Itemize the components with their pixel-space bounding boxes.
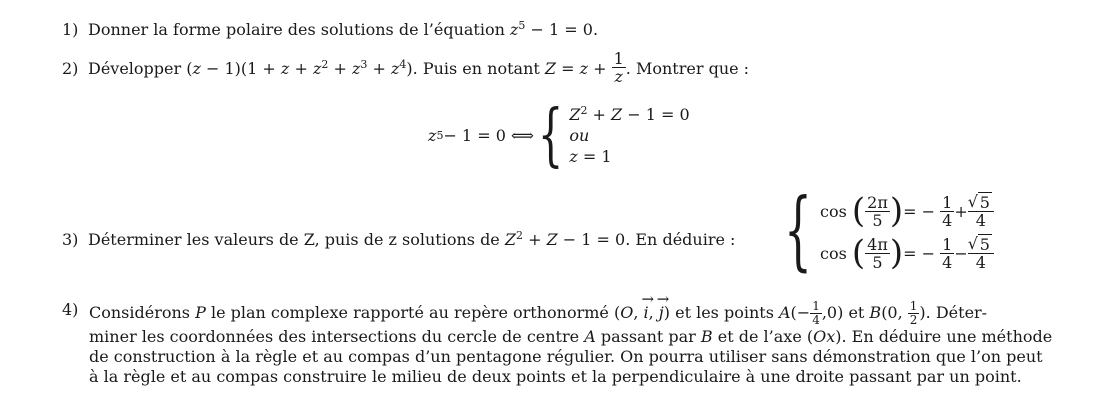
equivalence-system: z 5 − 1 = 0 ⟺ { $Z^2 + Z - 1 = 0$ ou z = 1 bbox=[428, 96, 690, 175]
question-4-text: Considérons P le plan complexe rapporté au repère orthonormé (O, → i, → j) et les points A(− $\frac{1}{4}$ ,0) et B(0, $\frac{1}{2}$ ). Déter- miner les coordonnées des intersections du cercle de centre A passant par B et de l’axe (Ox). En déduire une méthode de construction à la règle et au compas d’un pentagone régulier. On pourra utiliser sans démonstration que l’on peut à la règle et au compas construire le milieu de deux points et la perpendiculaire à une droite passant par un point. bbox=[89, 300, 1099, 387]
question-number: 4) bbox=[62, 300, 79, 319]
cos-row-2: cos ( $\frac{4\pi}{5}$ ) = − $\frac{1}{4}$ − √ $\frac{5}{4}$ bbox=[820, 232, 994, 274]
question-1: 1) Donner la forme polaire des solutions de l’équation $z^5 - 1 = 0$. bbox=[62, 19, 599, 39]
vector-j: → j bbox=[659, 303, 664, 323]
question-text: Donner la forme polaire des solutions de l’équation bbox=[88, 20, 510, 39]
question-4 bbox=[62, 300, 88, 319]
question-3: 3) Déterminer les valeurs de Z, puis de z solutions de $Z^2 + Z - 1 = 0$. En déduire : bbox=[62, 229, 736, 249]
brace-icon: { bbox=[537, 96, 564, 175]
vector-i: → i bbox=[644, 303, 649, 323]
question-number: 3) bbox=[62, 230, 79, 249]
system-lines: $Z^2 + Z - 1 = 0$ ou z = 1 bbox=[569, 104, 690, 166]
cos-row-1: cos ( $\frac{2\pi}{5}$ ) = − $\frac{1}{4}$ + √ $\frac{5}{4}$ bbox=[820, 190, 994, 232]
fraction-1-over-z: $\frac{1}{z}$ bbox=[613, 49, 624, 86]
question-number: 2) bbox=[62, 59, 79, 78]
brace-icon: { bbox=[784, 181, 812, 281]
question-number: 1) bbox=[62, 20, 79, 39]
question-2: 2) Développer $(z - 1)(1 + z + z^2 + z^3 + z^4)$. Puis en notant Z = z + $\frac{1}{z}$ . Montrer que : bbox=[62, 49, 750, 86]
cosine-system bbox=[784, 181, 994, 281]
